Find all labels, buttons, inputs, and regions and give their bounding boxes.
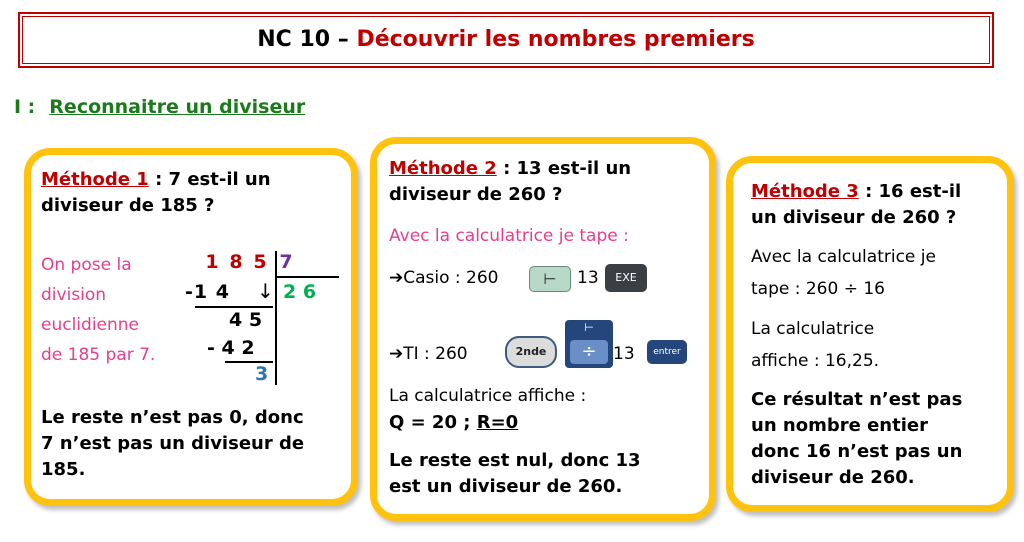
ti-middle: 13 [613,344,635,364]
subtraction-1: -1 4 [185,281,230,303]
method-3-conclusion-1: Ce résultat n’est pas [751,389,963,410]
title-main: Découvrir les nombres premiers [356,27,755,52]
method-3-text2-1: La calculatrice [751,319,875,339]
casio-fraction-key-icon: ⊢ [529,266,571,292]
ti-divide-key-icon: ⊢ ÷ [565,320,613,368]
method-1-conclusion-3: 185. [41,459,86,480]
method-2-heading: Méthode 2 [389,158,497,179]
method-2-result-intro: La calculatrice affiche : [389,386,587,406]
method-1-intro-1: On pose la [41,255,132,275]
method-3-question: Méthode 3 : 16 est-il [751,181,962,202]
method-2-result: Q = 20 ; R=0 [389,412,519,433]
method-2-card [370,137,716,521]
method-3-text1-2: tape : 260 ÷ 16 [751,279,885,299]
method-3-card [726,156,1014,512]
bring-down-arrow: ↓ [257,279,274,303]
casio-exe-key-icon: EXE [605,264,647,292]
method-2-question-line2: diviseur de 260 ? [389,184,563,205]
dividend-digit: 8 [229,251,243,273]
method-2-conclusion-1: Le reste est nul, donc 13 [389,450,641,471]
method-3-conclusion-3: donc 16 n’est pas un [751,441,963,462]
ti-enter-key-icon: entrer [647,340,687,364]
method-2-conclusion-2: est un diviseur de 260. [389,476,623,497]
method-3-conclusion-4: diviseur de 260. [751,467,915,488]
method-3-question-line2: un diviseur de 260 ? [751,207,957,228]
section-heading [14,96,305,118]
method-1-intro-2: division [41,285,107,305]
subtraction-line-1 [195,306,273,308]
divisor: 7 [279,251,293,273]
method-1-conclusion-1: Le reste n’est pas 0, donc [41,407,304,428]
dividend-digit: 1 [205,251,219,273]
title-prefix: NC 10 – [257,27,349,52]
method-3-text1-1: Avec la calculatrice je [751,247,936,267]
method-3-heading: Méthode 3 [751,181,859,202]
method-3-conclusion-2: un nombre entier [751,415,928,436]
dividend-digit: 5 [253,251,267,273]
quotient: 2 6 [283,281,317,303]
method-1-intro-4: de 185 par 7. [41,345,156,365]
page-title [18,12,994,68]
section-label: Reconnaitre un diviseur [49,96,306,118]
method-3-text2-2: affiche : 16,25. [751,351,880,371]
division-vertical-line [275,251,277,385]
division-horizontal-line [275,276,339,278]
method-1-intro-3: euclidienne [41,315,140,335]
method-1-card [24,148,358,506]
section-number: I : [14,96,36,118]
method-1-question: Méthode 1 : 7 est-il un [41,169,271,190]
remainder: 3 [255,363,269,385]
ti-2nde-key-icon: 2nde [505,336,557,368]
casio-middle: 13 [577,268,599,288]
partial-dividend: 4 5 [229,309,263,331]
method-2-question: Méthode 2 : 13 est-il un [389,158,632,179]
method-1-conclusion-2: 7 n’est pas un diviseur de [41,433,305,454]
method-1-question-line2: diviseur de 185 ? [41,195,215,216]
ti-prefix: ➔TI : 260 [389,344,468,364]
method-2-intro: Avec la calculatrice je tape : [389,226,629,246]
subtraction-2: - 4 2 [207,337,255,359]
casio-prefix: ➔Casio : 260 [389,268,499,288]
method-1-heading: Méthode 1 [41,169,149,190]
